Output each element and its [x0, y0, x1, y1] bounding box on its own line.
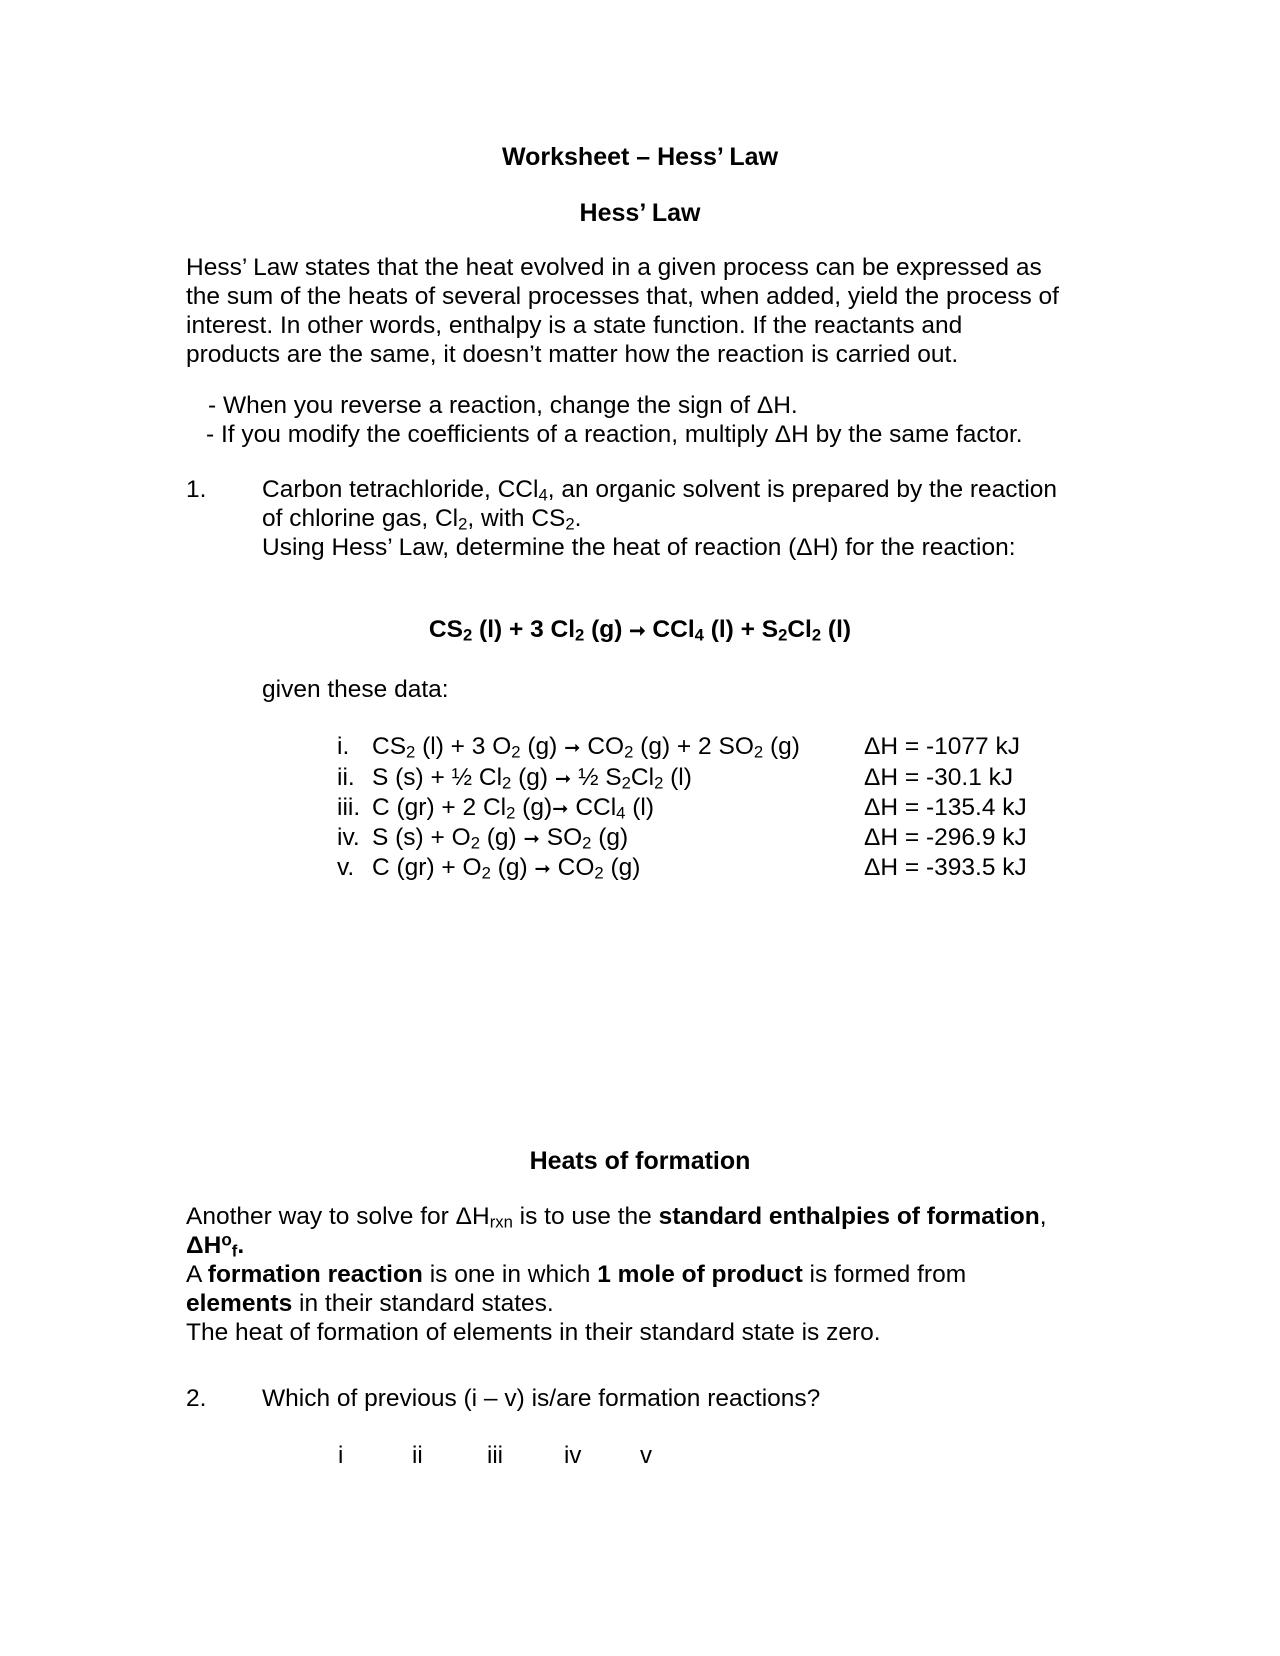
- q1-line-3: Using Hess’ Law, determine the heat of reaction (ΔH) for the reaction:: [262, 534, 1016, 561]
- data-row-ii: ii. S (s) + ½ $Cl_2$ (g) ➞ ½ $S_2Cl_2$ (l): [337, 764, 692, 793]
- rule-coefficients: - If you modify the coefficients of a reaction, multiply ΔH by the same factor.: [206, 421, 1023, 448]
- intro-line: products are the same, it doesn’t matter how the reaction is carried out.: [186, 341, 959, 368]
- given-data-label: given these data:: [262, 676, 449, 703]
- delta-h-v: ΔH = -393.5 kJ: [864, 854, 1027, 881]
- intro-line: interest. In other words, enthalpy is a state function. If the reactants and: [186, 312, 963, 339]
- main-reaction-equation: $CS_2$ (l) + 3 $Cl_2$ (g) ➞ CCl$_4$ $(l) + S_2Cl_2$ (l): [428, 616, 852, 645]
- data-row-iii: iii. C (gr) + 2 $Cl_2$ (g)➞ CCl$_4$ (l): [337, 794, 655, 823]
- question-2-number: 2.: [186, 1385, 207, 1412]
- choice-i[interactable]: i: [338, 1442, 344, 1469]
- question-2-text: Which of previous (i – v) is/are formation reactions?: [262, 1385, 821, 1412]
- formation-paragraph: [186, 1202, 1106, 1347]
- intro-line: the sum of the heats of several processes that, when added, yield the process of: [186, 283, 1059, 310]
- arrow-icon: ➞: [552, 798, 569, 820]
- choice-v[interactable]: v: [640, 1442, 652, 1469]
- formation-line-2: $\Delta H^o_f$.: [186, 1229, 245, 1261]
- arrow-icon: ➞: [523, 828, 540, 850]
- delta-h-iv: ΔH = -296.9 kJ: [864, 824, 1027, 851]
- choice-iii[interactable]: iii: [487, 1442, 503, 1469]
- formation-line-5: The heat of formation of elements in their standard state is zero.: [186, 1319, 881, 1346]
- question-1-number: 1.: [186, 476, 207, 503]
- section-heading-hess-law: Hess’ Law: [579, 199, 701, 227]
- formation-line-3: A formation reaction is one in which 1 mole of product is formed from: [186, 1261, 967, 1288]
- question-1-text: [262, 475, 1112, 562]
- q1-line-1: Carbon tetrachloride, CCl$_4$, an organic solvent is prepared by the reaction: [262, 476, 1058, 505]
- arrow-icon: ➞: [564, 737, 581, 759]
- data-row-i: i. $CS_2$ (l) + 3 $O_2$ (g) ➞ $CO_2$ (g) + 2 $SO_2$ (g): [337, 733, 800, 762]
- formation-line-4: elements in their standard states.: [186, 1290, 554, 1317]
- intro-line: Hess’ Law states that the heat evolved in a given process can be expressed as: [186, 254, 1042, 281]
- delta-h-i: ΔH = -1077 kJ: [864, 733, 1020, 760]
- data-row-iv: iv. S $(s) + O_2$ (g) ➞ $SO_2$ (g): [337, 824, 629, 853]
- choice-ii[interactable]: ii: [412, 1442, 423, 1469]
- choice-iv[interactable]: iv: [564, 1442, 582, 1469]
- arrow-icon: ➞: [629, 620, 646, 642]
- section-heading-heats-of-formation: Heats of formation: [529, 1147, 751, 1175]
- arrow-icon: ➞: [534, 858, 551, 880]
- rules-list: [206, 391, 1106, 449]
- rule-reverse: - When you reverse a reaction, change the sign of ΔH.: [208, 392, 798, 419]
- formation-line-1: Another way to solve for $\Delta H_{rxn}$ is to use the standard enthalpies of formation,: [186, 1203, 1047, 1232]
- q1-line-2: of chlorine gas, $Cl_2$, with $CS_2$.: [262, 505, 582, 534]
- worksheet-title: Worksheet – Hess’ Law: [501, 143, 779, 171]
- arrow-icon: ➞: [554, 768, 572, 790]
- intro-paragraph: [186, 253, 1106, 369]
- delta-h-iii: ΔH = -135.4 kJ: [864, 794, 1027, 821]
- delta-h-ii: ΔH = -30.1 kJ: [864, 764, 1014, 791]
- data-row-v: v. C $(gr) + O_2$ (g) ➞ $CO_2$ (g): [337, 854, 641, 883]
